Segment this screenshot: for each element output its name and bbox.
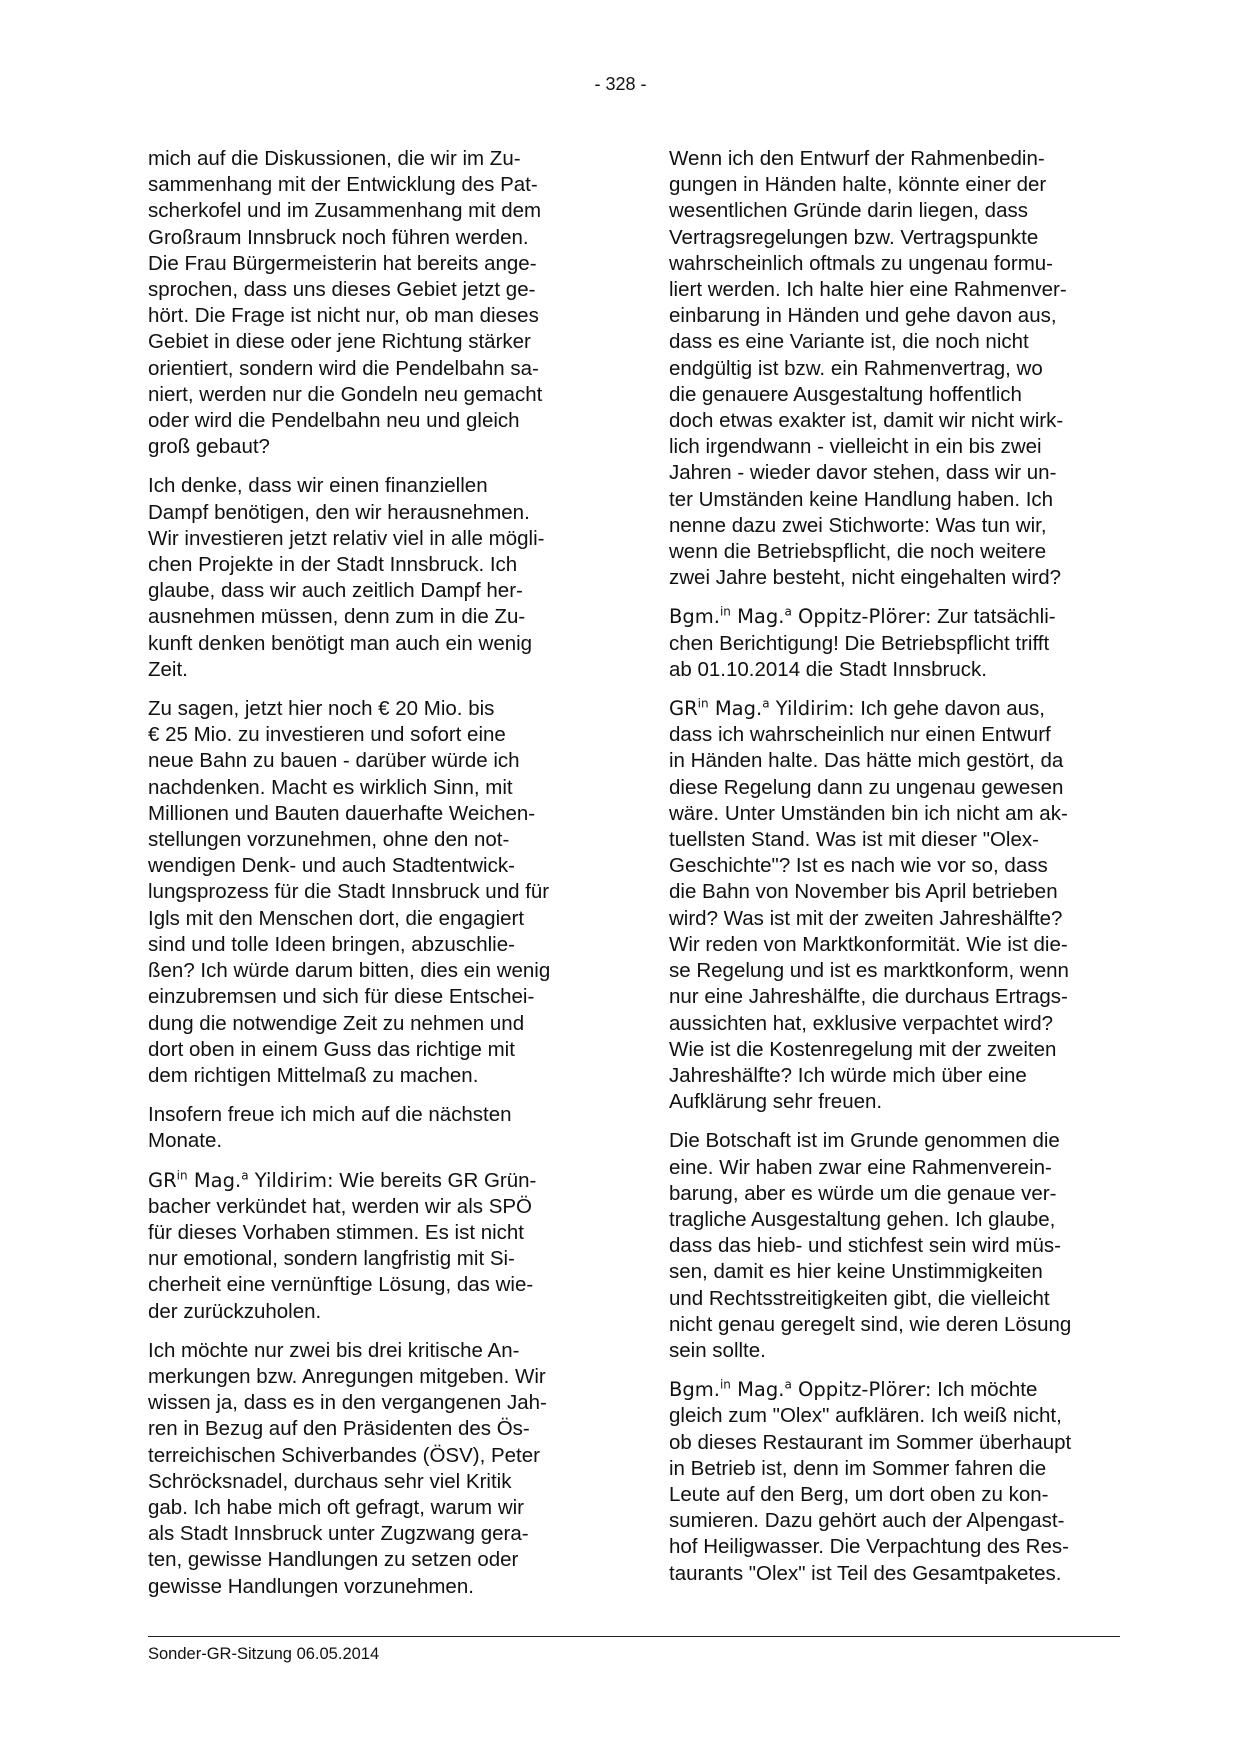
paragraph	[669, 696, 1119, 1115]
text-line: der zurückzuholen.	[148, 1299, 322, 1323]
text-line: neue Bahn zu bauen - darüber würde ich	[148, 749, 520, 773]
speaker-title-suffix: in	[176, 1168, 188, 1183]
text-line: lungsprozess für die Stadt Innsbruck und für	[148, 880, 550, 904]
text-line: chen Projekte in der Stadt Innsbruck. Ich	[148, 553, 518, 577]
text-line: taurants "Olex" ist Teil des Gesamtpaketes.	[669, 1561, 1062, 1585]
text-line: Ich möchte	[931, 1378, 1038, 1402]
speaker-label	[669, 697, 855, 720]
speaker-rank-suffix: a	[762, 696, 770, 711]
text-line: ßen? Ich würde darum bitten, dies ein wenig	[148, 959, 551, 983]
text-line: Großraum Innsbruck noch führen werden.	[148, 225, 529, 249]
text-line: Zeit.	[148, 657, 188, 681]
text-line: wird? Was ist mit der zweiten Jahreshälfte?	[669, 906, 1063, 930]
text-line: dass ich wahrscheinlich nur einen Entwurf	[669, 723, 1051, 747]
text-line: Wenn ich den Entwurf der Rahmenbedin-	[669, 147, 1045, 170]
speaker-title: Bgm.	[669, 605, 720, 629]
text-line: gungen in Händen halte, könnte einer der	[669, 173, 1047, 197]
text-line: nur eine Jahreshälfte, die durchaus Ertrags-	[669, 985, 1068, 1009]
speaker-label	[669, 1378, 931, 1401]
speaker-name: Yildirim:	[254, 1168, 334, 1192]
text-line: als Stadt Innsbruck unter Zugzwang gera-	[148, 1522, 529, 1546]
text-line: Schröcksnadel, durchaus sehr viel Kritik	[148, 1469, 512, 1493]
speaker-rank: Mag.	[737, 1378, 785, 1402]
speaker-name: Yildirim:	[775, 697, 855, 721]
text-line: tuellsten Stand. Was ist mit dieser "Olex-	[669, 828, 1039, 852]
text-line: Aufklärung sehr freuen.	[669, 1090, 883, 1114]
speaker-title: GR	[148, 1168, 177, 1192]
speaker-rank: Mag.	[193, 1168, 242, 1192]
text-line: Ich gehe davon aus,	[854, 697, 1045, 721]
text-line: dort oben in einem Guss das richtige mit	[148, 1037, 515, 1061]
text-line: in Händen halte. Das hätte mich gestört, da	[669, 749, 1064, 773]
text-line: lich irgendwann - vielleicht in ein bis zwei	[669, 435, 1042, 459]
text-line: Dampf benötigen, den wir herausnehmen.	[148, 500, 530, 524]
paragraph	[148, 1102, 598, 1154]
text-line: Insofern freue ich mich auf die nächsten	[148, 1103, 512, 1127]
text-line: nenne dazu zwei Stichworte: Was tun wir,	[669, 513, 1047, 537]
speaker-title-suffix: in	[697, 696, 709, 711]
text-line: nur emotional, sondern langfristig mit Si-	[148, 1247, 515, 1271]
text-line: ten, gewisse Handlungen zu setzen oder	[148, 1548, 519, 1572]
text-line: dass das hieb- und stichfest sein wird müs-	[669, 1234, 1061, 1258]
speaker-label	[669, 605, 931, 628]
speaker-rank-suffix: a	[784, 1377, 792, 1392]
text-line: merkungen bzw. Anregungen mitgeben. Wir	[148, 1364, 546, 1388]
text-line: € 25 Mio. zu investieren und sofort eine	[148, 723, 506, 747]
speaker-rank-suffix: a	[784, 604, 792, 619]
text-line: hof Heiligwasser. Die Verpachtung des Res-	[669, 1535, 1069, 1559]
text-line: Wir reden von Marktkonformität. Wie ist die-	[669, 932, 1068, 956]
text-line: die genauere Ausgestaltung hoffentlich	[669, 382, 1022, 406]
text-line: Die Frau Bürgermeisterin hat bereits ange-	[148, 251, 537, 275]
footer-divider	[148, 1636, 1120, 1637]
text-line: sein sollte.	[669, 1338, 766, 1362]
text-line: barung, aber es würde um die genaue ver-	[669, 1181, 1057, 1205]
text-line: Wir investieren jetzt relativ viel in alle mögli-	[148, 526, 545, 550]
text-line: zwei Jahre besteht, nicht eingehalten wird?	[669, 566, 1062, 590]
text-line: Millionen und Bauten dauerhafte Weichen-	[148, 801, 536, 825]
text-line: Zu sagen, jetzt hier noch € 20 Mio. bis	[148, 697, 495, 721]
speaker-rank-suffix: a	[241, 1168, 249, 1183]
text-line: ob dieses Restaurant im Sommer überhaupt	[669, 1430, 1072, 1454]
text-line: Leute auf den Berg, um dort oben zu kon-	[669, 1482, 1049, 1506]
text-line: Ich denke, dass wir einen finanziellen	[148, 474, 488, 498]
speaker-title: Bgm.	[669, 1378, 720, 1402]
text-line: diese Regelung dann zu ungenau gewesen	[669, 775, 1064, 799]
text-line: oder wird die Pendelbahn neu und gleich	[148, 409, 520, 433]
text-line: Monate.	[148, 1129, 223, 1153]
text-line: bacher verkündet hat, werden wir als SPÖ	[148, 1194, 532, 1218]
text-line: dem richtigen Mittelmaß zu machen.	[148, 1063, 479, 1087]
text-line: doch etwas exakter ist, damit wir nicht wirk-	[669, 409, 1064, 433]
paragraph	[669, 146, 1119, 591]
text-line: ausnehmen müssen, denn zum in die Zu-	[148, 605, 526, 629]
text-line: endgültig ist bzw. ein Rahmenvertrag, wo	[669, 356, 1043, 380]
text-line: gleich zum "Olex" aufklären. Ich weiß nicht,	[669, 1404, 1062, 1428]
text-line: wahrscheinlich oftmals zu ungenau formu-	[669, 251, 1053, 275]
speaker-name: Oppitz-Plörer:	[798, 605, 932, 629]
text-line: Wie bereits GR Grün-	[333, 1168, 537, 1192]
text-line: Jahreshälfte? Ich würde mich über eine	[669, 1063, 1027, 1087]
text-line: terreichischen Schiverbandes (ÖSV), Peter	[148, 1443, 540, 1467]
speaker-label	[148, 1169, 334, 1192]
left-column	[148, 146, 598, 1613]
text-line: aussichten hat, exklusive verpachtet wird?	[669, 1011, 1054, 1035]
text-line: wissen ja, dass es in den vergangenen Jah-	[148, 1391, 547, 1415]
text-line: sprochen, dass uns dieses Gebiet jetzt ge-	[148, 278, 536, 302]
text-line: liert werden. Ich halte hier eine Rahmenver-	[669, 278, 1067, 302]
text-line: ter Umständen keine Handlung haben. Ich	[669, 487, 1054, 511]
speaker-title-suffix: in	[719, 1377, 731, 1392]
text-line: sammenhang mit der Entwicklung des Pat-	[148, 173, 538, 197]
text-line: einzubremsen und sich für diese Entschei-	[148, 985, 535, 1009]
text-line: Vertragsregelungen bzw. Vertragspunkte	[669, 225, 1039, 249]
speaker-name: Oppitz-Plörer:	[798, 1378, 932, 1402]
text-line: kunft denken benötigt man auch ein wenig	[148, 631, 533, 655]
text-line: eine. Wir haben zwar eine Rahmenverein-	[669, 1155, 1052, 1179]
page-number: - 328 -	[594, 74, 647, 94]
text-line: sind und tolle Ideen bringen, abzuschlie-	[148, 932, 515, 956]
text-line: sumieren. Dazu gehört auch der Alpengast-	[669, 1509, 1065, 1533]
speaker-rank: Mag.	[737, 605, 785, 629]
text-line: mich auf die Diskussionen, die wir im Zu-	[148, 147, 521, 170]
text-line: Geschichte"? Ist es nach wie vor so, dass	[669, 854, 1048, 878]
text-line: wenn die Betriebspflicht, die noch weitere	[669, 540, 1047, 564]
text-line: Ich möchte nur zwei bis drei kritische An-	[148, 1338, 520, 1362]
text-line: Wie ist die Kostenregelung mit der zweiten	[669, 1037, 1057, 1061]
text-line: nicht genau geregelt sind, wie deren Lösung	[669, 1312, 1072, 1336]
paragraph	[669, 1377, 1119, 1587]
paragraph	[669, 1128, 1119, 1364]
text-line: se Regelung und ist es marktkonform, wenn	[669, 959, 1069, 983]
text-line: Zur tatsächli-	[931, 605, 1056, 629]
text-line: nachdenken. Macht es wirklich Sinn, mit	[148, 775, 513, 799]
paragraph	[148, 696, 598, 1089]
text-line: wendigen Denk- und auch Stadtentwick-	[148, 854, 515, 878]
paragraph	[148, 146, 598, 460]
text-line: sen, damit es hier keine Unstimmigkeiten	[669, 1260, 1043, 1284]
text-line: cherheit eine vernünftige Lösung, das wie-	[148, 1273, 534, 1297]
text-line: niert, werden nur die Gondeln neu gemacht	[148, 382, 543, 406]
text-line: Igls mit den Menschen dort, die engagiert	[148, 906, 525, 930]
text-line: scherkofel und im Zusammenhang mit dem	[148, 199, 542, 223]
footer-session-label: Sonder-GR-Sitzung 06.05.2014	[148, 1645, 380, 1663]
text-line: ren in Bezug auf den Präsidenten des Ös-	[148, 1417, 530, 1441]
text-line: glaube, dass wir auch zeitlich Dampf her-	[148, 579, 523, 603]
right-column	[669, 146, 1119, 1600]
speaker-rank: Mag.	[714, 697, 763, 721]
text-line: einbarung in Händen und gehe davon aus,	[669, 304, 1057, 328]
text-line: Gebiet in diese oder jene Richtung stärker	[148, 330, 531, 354]
paragraph	[148, 473, 598, 683]
text-line: gewisse Handlungen vorzunehmen.	[148, 1574, 474, 1598]
text-line: stellungen vorzunehmen, ohne den not-	[148, 828, 510, 852]
paragraph	[148, 1168, 598, 1325]
text-line: die Bahn von November bis April betrieben	[669, 880, 1058, 904]
text-line: dass es eine Variante ist, die noch nicht	[669, 330, 1029, 354]
text-line: tragliche Ausgestaltung gehen. Ich glaube,	[669, 1207, 1056, 1231]
text-line: groß gebaut?	[148, 435, 270, 459]
text-line: für dieses Vorhaben stimmen. Es ist nicht	[148, 1220, 525, 1244]
text-line: in Betrieb ist, denn im Sommer fahren die	[669, 1456, 1047, 1480]
text-line: und Rechtsstreitigkeiten gibt, die vielleicht	[669, 1286, 1050, 1310]
paragraph	[148, 1338, 598, 1600]
text-line: chen Berichtigung! Die Betriebspflicht trifft	[669, 631, 1050, 655]
text-line: ab 01.10.2014 die Stadt Innsbruck.	[669, 657, 987, 681]
speaker-title-suffix: in	[719, 604, 731, 619]
text-line: Jahren - wieder davor stehen, dass wir un-	[669, 461, 1057, 485]
text-line: orientiert, sondern wird die Pendelbahn sa-	[148, 356, 539, 380]
text-line: dung die notwendige Zeit zu nehmen und	[148, 1011, 525, 1035]
speaker-title: GR	[669, 697, 698, 721]
text-line: wesentlichen Gründe darin liegen, dass	[669, 199, 1028, 223]
paragraph	[669, 604, 1119, 683]
text-line: Die Botschaft ist im Grunde genommen die	[669, 1129, 1060, 1153]
text-line: wäre. Unter Umständen bin ich nicht am ak-	[669, 801, 1068, 825]
text-line: hört. Die Frage ist nicht nur, ob man dieses	[148, 304, 539, 328]
text-line: gab. Ich habe mich oft gefragt, warum wir	[148, 1495, 525, 1519]
